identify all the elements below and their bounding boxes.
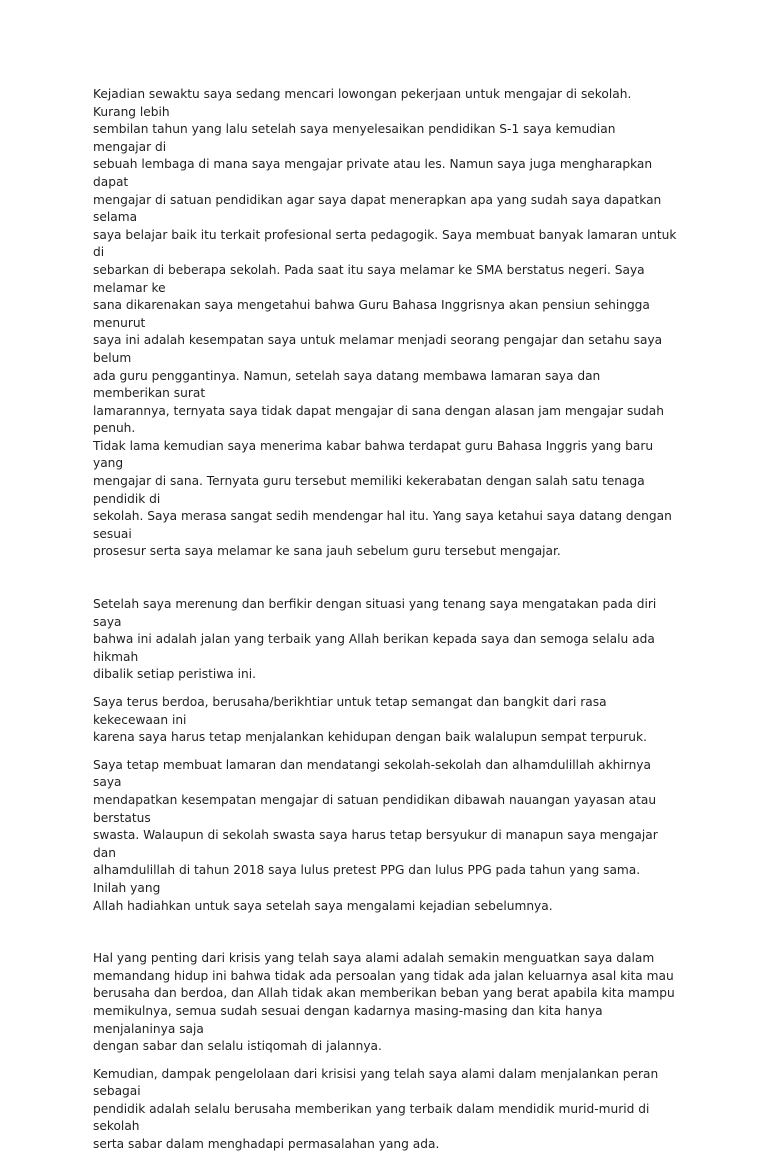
paragraph-3: Saya terus berdoa, berusaha/berikhtiar untuk tetap semangat dan bangkit dari rasa kekecewaan ini karena saya harus tetap menjalankan kehidupan dengan baik walalupun sempat terpuruk.	[93, 695, 647, 745]
paragraph-4: Saya tetap membuat lamaran dan mendatangi sekolah-sekolah dan alhamdulillah akhirnya saya mendapatkan kesempatan mengajar di satuan pendidikan dibawah nauangan yayasan atau berstatus swasta. Walaupun di sekolah swasta saya harus tetap bersyukur di manapun saya mengajar dan alhamdulillah di tahun 2018 saya lulus pretest PPG dan lulus PPG pada tahun yang sama. Inilah yang Allah hadiahkan untuk saya setelah saya mengalami kejadian sebelumnya.	[93, 757, 658, 913]
document-body	[93, 86, 677, 1154]
paragraph-5: Hal yang penting dari krisis yang telah saya alami adalah semakin menguatkan saya dalam memandang hidup ini bahwa tidak ada persoalan yang tidak ada jalan keluarnya asal kita mau berusaha dan berdoa, dan Allah tidak akan memberikan beban yang berat apabila kita mampu memikulnya, semua sudah sesuai dengan kadarnya masing-masing dan kita hanya menjalaninya saja dengan sabar dan selalu istiqomah di jalannya.	[93, 951, 675, 1054]
paragraph-6: Kemudian, dampak pengelolaan dari krisisi yang telah saya alami dalam menjalankan peran sebagai pendidik adalah selalu berusaha memberikan yang terbaik dalam mendidik murid-murid di sekolah serta sabar dalam menghadapi permasalahan yang ada.	[93, 1066, 659, 1152]
paragraph-2: Setelah saya merenung dan berfikir dengan situasi yang tenang saya mengatakan pada diri saya bahwa ini adalah jalan yang terbaik yang Allah berikan kepada saya dan semoga selalu ada hikmah dibalik setiap peristiwa ini.	[93, 597, 657, 682]
paragraph-1: Kejadian sewaktu saya sedang mencari lowongan pekerjaan untuk mengajar di sekolah. Kurang lebih sembilan tahun yang lalu setelah saya menyelesaikan pendidikan S-1 saya kemudian mengajar di sebuah lembaga di mana saya mengajar private atau les. Namun saya juga mengharapkan dapat mengajar di satuan pendidikan agar saya dapat menerapkan apa yang sudah saya dapatkan selama saya belajar baik itu terkait profesional serta pedagogik. Saya membuat banyak lamaran untuk di sebarkan di beberapa sekolah. Pada saat itu saya melamar ke SMA berstatus negeri. Saya melamar ke sana dikarenakan saya mengetahui bahwa Guru Bahasa Inggrisnya akan pensiun sehingga menurut saya ini adalah kesempatan saya untuk melamar menjadi seorang pengajar dan setahu saya belum ada guru penggantinya. Namun, setelah saya datang membawa lamaran saya dan memberikan surat lamarannya, ternyata saya tidak dapat mengajar di sana dengan alasan jam mengajar sudah penuh. Tidak lama kemudian saya menerima kabar bahwa terdapat guru Bahasa Inggris yang baru yang mengajar di sana. Ternyata guru tersebut memiliki kekerabatan dengan salah satu tenaga pendidik di sekolah. Saya merasa sangat sedih mendengar hal itu. Yang saya ketahui saya datang dengan sesuai prosesur serta saya melamar ke sana jauh sebelum guru tersebut mengajar.	[93, 87, 677, 559]
